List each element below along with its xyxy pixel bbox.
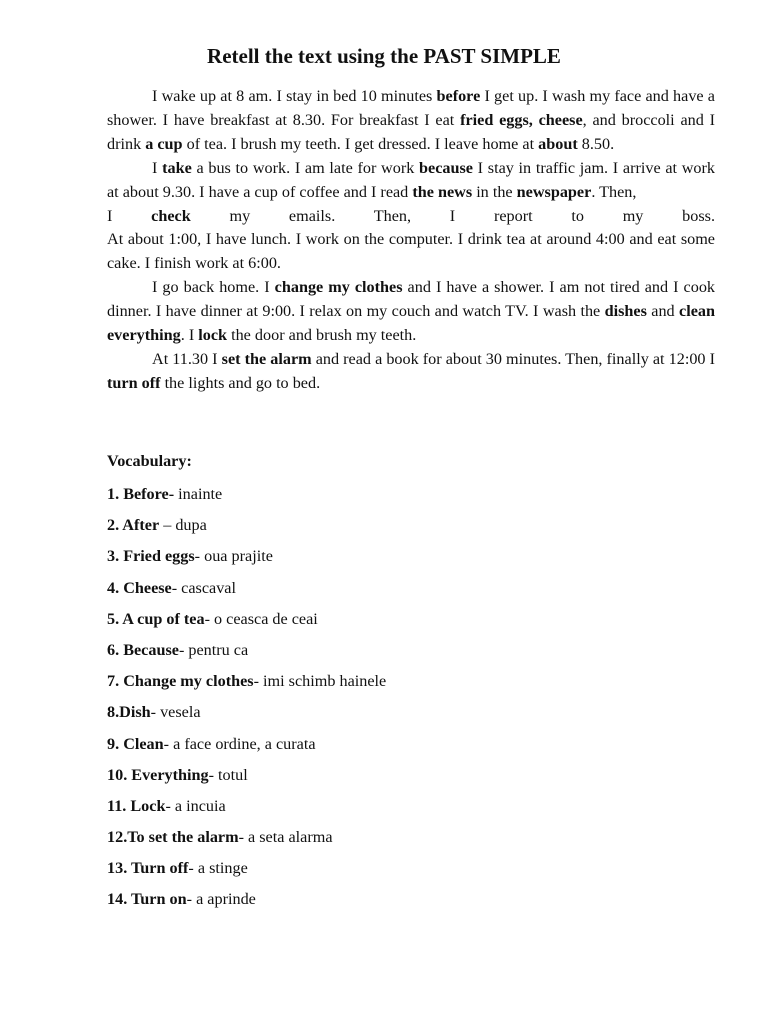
highlighted-word: newspaper [516, 182, 592, 201]
highlighted-word: a cup [145, 134, 183, 153]
vocabulary-definition: - a stinge [188, 859, 248, 878]
vocabulary-item [107, 888, 386, 919]
text-run: of tea. I brush my teeth. I get dressed. I leave home at [182, 134, 539, 153]
highlighted-word: because [419, 158, 473, 177]
text-run: the door and brush my teeth. [227, 326, 417, 345]
highlighted-word: check [151, 206, 191, 225]
paragraph-emails [107, 205, 715, 229]
vocabulary-item [107, 701, 386, 732]
vocabulary-item [107, 733, 386, 764]
vocabulary-list [107, 483, 386, 920]
highlighted-word: about [538, 134, 578, 153]
vocabulary-item [107, 577, 386, 608]
vocabulary-term: 11. Lock [107, 796, 166, 815]
vocabulary-definition: - imi schimb hainele [253, 672, 387, 691]
text-run: , and broccoli and I drink [107, 110, 715, 153]
vocabulary-term: 14. Turn on [107, 890, 187, 909]
vocabulary-item [107, 857, 386, 888]
text-run: I wake up at 8 am. I stay in bed 10 minutes [152, 87, 437, 105]
vocabulary-item [107, 639, 386, 670]
text-run: in the [472, 182, 517, 201]
text-run: and [646, 302, 680, 321]
vocabulary-definition: - a face ordine, a curata [163, 734, 316, 753]
vocabulary-definition: - a incuia [165, 796, 226, 815]
vocabulary-definition: – dupa [159, 516, 207, 535]
text-run: a bus to work. I am late for work [191, 158, 420, 177]
highlighted-word: set the alarm [221, 349, 312, 368]
vocabulary-definition: - totul [208, 765, 248, 784]
vocabulary-item [107, 514, 386, 545]
vocabulary-definition: - a seta alarma [238, 828, 333, 847]
vocabulary-term: 2. After [107, 516, 160, 535]
vocabulary-term: 9. Clean [107, 734, 164, 753]
highlighted-word: fried eggs, cheese [460, 110, 583, 129]
vocabulary-definition: - pentru ca [178, 640, 249, 659]
text-run: my emails. Then, I report to my boss. [190, 206, 715, 225]
paragraph-evening [107, 276, 715, 348]
vocabulary-term: 13. Turn off [107, 859, 189, 878]
story-text [107, 85, 715, 396]
highlighted-word: turn off [107, 373, 161, 392]
vocabulary-heading: Vocabulary: [107, 452, 192, 470]
vocabulary-item [107, 764, 386, 795]
text-run: and I have a shower. I am not tired and I cook dinner. I have dinner at 9:00. I relax on my couch and watch TV. I wash the [107, 278, 716, 321]
vocabulary-item [107, 608, 386, 639]
text-run: At 11.30 I [152, 349, 222, 368]
text-run: I go back home. I [152, 278, 275, 297]
vocabulary-definition: - o ceasca de ceai [204, 609, 318, 628]
vocabulary-term: 7. Change my clothes [107, 672, 254, 691]
vocabulary-definition: - cascaval [171, 578, 236, 597]
highlighted-word: lock [198, 326, 228, 345]
vocabulary-term: 6. Because [107, 640, 179, 659]
highlighted-word: take [162, 158, 192, 177]
vocabulary-term: 10. Everything [107, 765, 209, 784]
page-title: Retell the text using the PAST SIMPLE [207, 44, 561, 68]
vocabulary-definition: inainte [174, 485, 223, 503]
text-run: I get up. I wash my face and have a shower. I have breakfast at 8.30. For breakfast I eat [107, 87, 715, 129]
vocabulary-term: 1. Before- [107, 485, 175, 503]
highlighted-word: before [436, 87, 481, 105]
highlighted-word: clean everything [107, 302, 715, 345]
paragraph-morning [107, 85, 715, 157]
vocabulary-definition: - vesela [150, 703, 201, 722]
vocabulary-item [107, 826, 386, 857]
text-run: I [107, 206, 152, 225]
text-run: At about 1:00, I have lunch. I work on the computer. I drink tea at around 4:00 and eat some cake. I finish work at 6:00. [107, 230, 715, 273]
text-run: I [152, 158, 163, 177]
highlighted-word: dishes [604, 302, 647, 321]
highlighted-word: change my clothes [274, 278, 403, 297]
vocabulary-definition: - a aprinde [186, 890, 256, 909]
vocabulary-term: 4. Cheese [107, 578, 172, 597]
paragraph-work [107, 157, 715, 205]
vocabulary-term: 8.Dish [107, 703, 151, 722]
paragraph-afternoon [107, 228, 715, 276]
vocabulary-term: 5. A cup of tea [107, 609, 205, 628]
vocabulary-definition: - oua prajite [194, 547, 273, 566]
vocabulary-term: 3. Fried eggs [107, 547, 195, 566]
highlighted-word: the news [412, 182, 473, 201]
text-run: I stay in traffic jam. I arrive at work at about 9.30. I have a cup of coffee and I read [107, 158, 715, 201]
vocabulary-item [107, 545, 386, 576]
text-run: the lights and go to bed. [160, 373, 321, 392]
vocabulary-item [107, 795, 386, 826]
vocabulary-item [107, 483, 386, 514]
vocabulary-term: 12.To set the alarm [107, 828, 239, 847]
text-run: and read a book for about 30 minutes. Then, finally at 12:00 I [311, 349, 715, 368]
text-run: . I [180, 326, 199, 345]
paragraph-night [107, 348, 715, 396]
text-run: 8.50. [577, 134, 615, 153]
vocabulary-item [107, 670, 386, 701]
text-run: . Then, [591, 182, 637, 201]
